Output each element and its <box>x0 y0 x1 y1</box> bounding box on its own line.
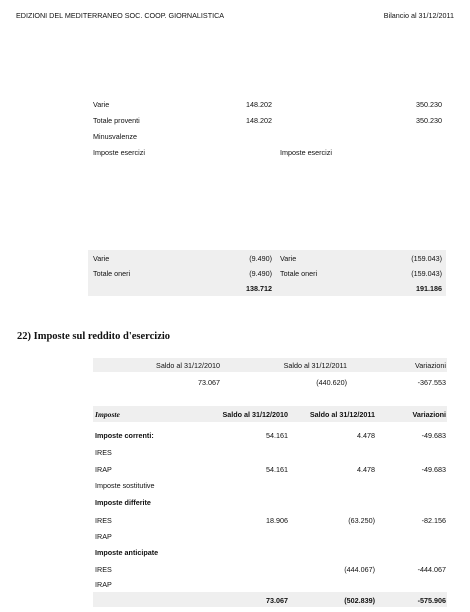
oneri-total-label-2: Totale oneri <box>280 269 318 278</box>
net-total-2010: 138.712 <box>246 284 272 293</box>
imposte-row-2011: 4.478 <box>357 431 375 440</box>
imposte-row-variazioni: -82.156 <box>421 516 446 525</box>
imposte-row-label: IRES <box>95 565 112 574</box>
imposte-row-2011: (63.250) <box>348 516 375 525</box>
proventi-row-value-2010: 148.202 <box>246 100 272 109</box>
imposte-row-variazioni: -444.067 <box>417 565 446 574</box>
imposte-esercizi-left: Imposte esercizi <box>93 148 145 157</box>
proventi-row-label: Varie <box>93 100 110 109</box>
oneri-row-label-2: Varie <box>280 254 297 263</box>
oneri-row-value-2010: (9.490) <box>249 254 272 263</box>
imposte-header-variazioni: Variazioni <box>412 410 446 419</box>
imposte-row-label: Imposte sostitutive <box>95 481 155 490</box>
saldo-header-2010: Saldo al 31/12/2010 <box>156 361 220 370</box>
imposte-row-2010: 18.906 <box>266 516 288 525</box>
saldo-header-2011: Saldo al 31/12/2011 <box>283 361 347 370</box>
imposte-row-label: Imposte correnti: <box>95 431 154 440</box>
imposte-header-2010: Saldo al 31/12/2010 <box>222 410 288 419</box>
saldo-header-variazioni: Variazioni <box>414 361 446 370</box>
proventi-row-value-2011: 350.230 <box>416 100 442 109</box>
imposte-row-2010: 54.161 <box>266 431 288 440</box>
imposte-row-label: IRES <box>95 516 112 525</box>
imposte-row-variazioni: -49.683 <box>421 465 446 474</box>
net-total-2011: 191.186 <box>416 284 442 293</box>
minusvalenze-label: Minusvalenze <box>93 132 137 141</box>
imposte-total-variazioni: -575.906 <box>417 596 446 605</box>
imposte-row-label: Imposte differite <box>95 498 151 507</box>
imposte-row-variazioni: -49.683 <box>421 431 446 440</box>
saldo-value-variazioni: -367.553 <box>417 378 446 387</box>
imposte-row-label: IRAP <box>95 532 112 541</box>
oneri-total-label: Totale oneri <box>93 269 131 278</box>
imposte-header-label: Imposte <box>95 410 120 419</box>
imposte-row-2010: 54.161 <box>266 465 288 474</box>
imposte-total-2010: 73.067 <box>266 596 288 605</box>
oneri-row-value-2011: (159.043) <box>411 254 442 263</box>
imposte-header-2011: Saldo al 31/12/2011 <box>309 410 375 419</box>
proventi-total-label: Totale proventi <box>93 116 140 125</box>
proventi-total-2010: 148.202 <box>246 116 272 125</box>
saldo-value-2010: 73.067 <box>198 378 220 387</box>
oneri-total-2011: (159.043) <box>411 269 442 278</box>
company-name: EDIZIONI DEL MEDITERRANEO SOC. COOP. GIORNALISTICA <box>16 11 225 20</box>
oneri-total-2010: (9.490) <box>249 269 272 278</box>
imposte-esercizi-right: Imposte esercizi <box>280 148 332 157</box>
imposte-row-label: Imposte anticipate <box>95 548 159 557</box>
section-title: 22) Imposte sul reddito d'esercizio <box>17 331 171 342</box>
imposte-total-2011: (502.839) <box>344 596 375 605</box>
imposte-row-label: IRES <box>95 448 112 457</box>
oneri-row-label: Varie <box>93 254 110 263</box>
proventi-total-2011: 350.230 <box>416 116 442 125</box>
saldo-value-2011: (440.620) <box>316 378 347 387</box>
imposte-row-label: IRAP <box>95 580 112 589</box>
document-title: Bilancio al 31/12/2011 <box>383 11 454 20</box>
imposte-row-2011: (444.067) <box>344 565 375 574</box>
imposte-row-2011: 4.478 <box>357 465 375 474</box>
imposte-row-label: IRAP <box>95 465 112 474</box>
